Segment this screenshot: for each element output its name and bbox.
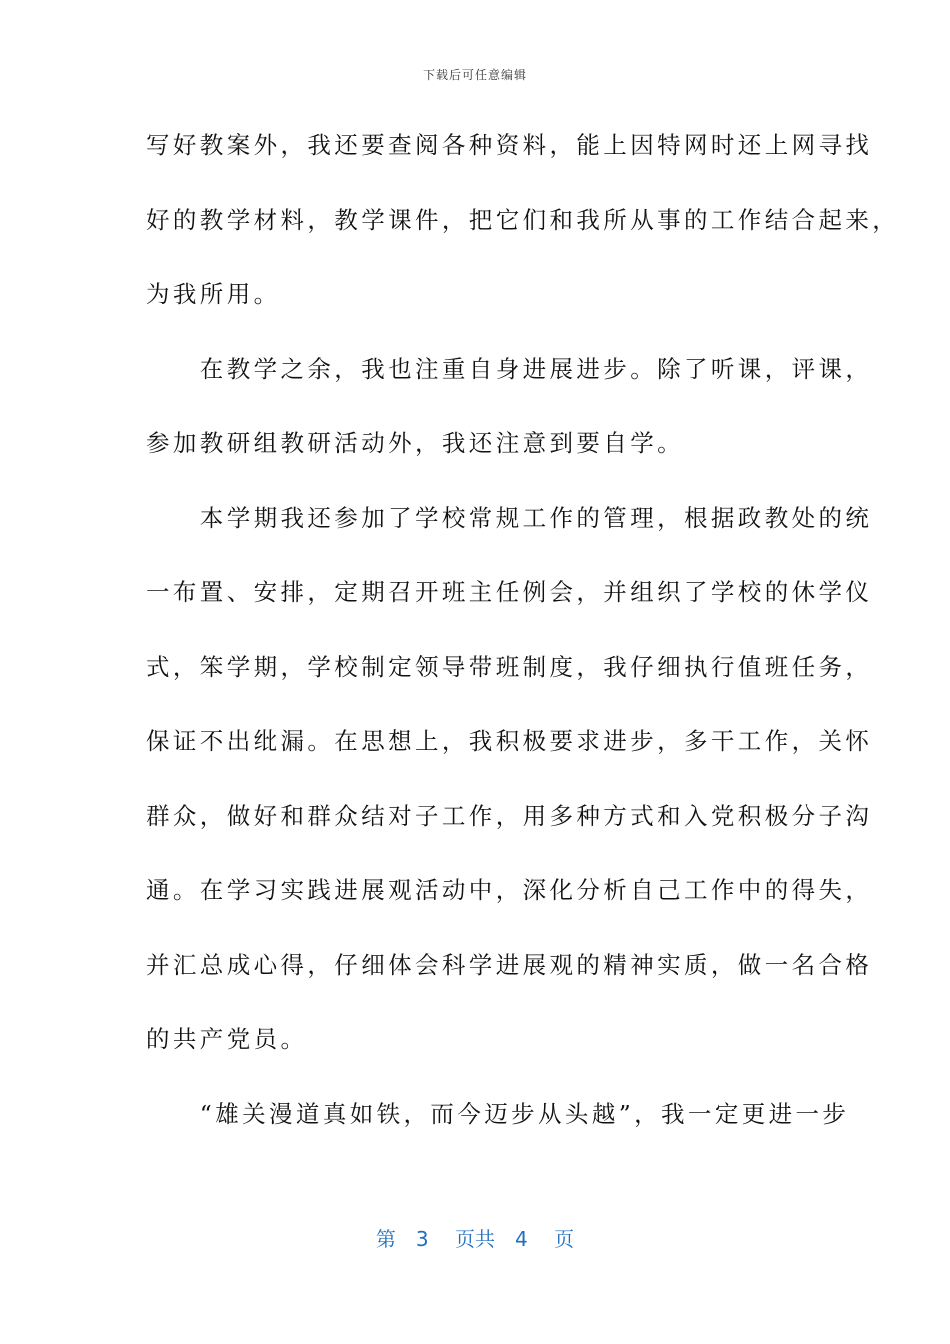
text-line: 保证不出纰漏。在思想上，我积极要求进步，多干工作，关怀 xyxy=(146,727,873,755)
text-line: 参加教研组教研活动外，我还注意到要自学。 xyxy=(146,429,684,457)
text-line: 群众，做好和群众结对子工作，用多种方式和入党积极分子沟 xyxy=(146,801,873,830)
text-line: 式，笨学期，学校制定领导带班制度，我仔细执行值班任务， xyxy=(146,652,873,681)
text-line: 的共产党员。 xyxy=(146,1025,308,1053)
text-line: 好的教学材料，教学课件，把它们和我所从事的工作结合起来， xyxy=(146,205,900,234)
text-line: 本学期我还参加了学校常规工作的管理，根据政教处的统 xyxy=(146,503,873,532)
page-number-footer: 第 3 页共 4 页 xyxy=(375,1227,575,1251)
document-body xyxy=(146,121,900,1164)
text-line: 为我所用。 xyxy=(146,280,281,308)
page-header: 下载后可任意编辑 xyxy=(422,68,527,82)
text-line: 写好教案外，我还要查阅各种资料，能上因特网时还上网寻找 xyxy=(146,131,873,159)
text-line: 在教学之余，我也注重自身进展进步。除了听课，评课， xyxy=(146,354,873,383)
text-line: “雄关漫道真如铁，而今迈步从头越”，我一定更进一步 xyxy=(146,1099,850,1128)
text-line: 并汇总成心得，仔细体会科学进展观的精神实质，做一名合格 xyxy=(146,950,873,979)
text-line: 通。在学习实践进展观活动中，深化分析自己工作中的得失， xyxy=(146,876,873,904)
text-line: 一布置、安排，定期召开班主任例会，并组织了学校的休学仪 xyxy=(146,578,873,606)
